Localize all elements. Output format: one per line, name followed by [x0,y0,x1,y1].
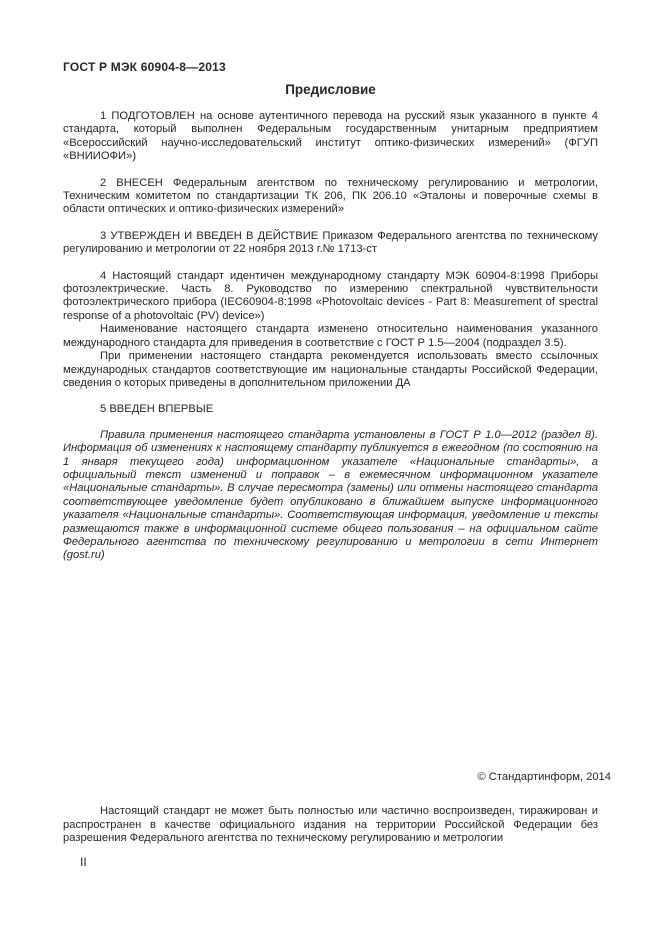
page-number: II [80,855,87,869]
reproduction-restriction: Настоящий стандарт не может быть полностью или частично воспроизведен, тиражирован и распространен в качестве официального издания на территории Российской Федерации без разрешения Федерального агентства по техническому регулированию и метрологии [63,805,598,844]
application-rules-note: Правила применения настоящего стандарта установлены в ГОСТ Р 1.0—2012 (раздел 8). Информация об изменениях к настоящему стандарту публикуется в ежегодном (по состоянию на 1 января текущего года) информационном указателе «Национальные стандарты», а официальный текст изменений и поправок – в ежемесячном информационном указателе «Национальные стандарты». В случае пересмотра (замены) или отмены настоящего стандарта соответствующее уведомление будет опубликовано в ближайшем выпуске информационного указателя «Национальные стандарты». Соответствующая информация, уведомление и тексты размещаются также в информационной системе общего пользования – на официальном сайте Федерального агентства по техническому регулированию и метрологии в сети Интернет (gost.ru) [63,428,598,562]
clause-1-prepared: 1 ПОДГОТОВЛЕН на основе аутентичного перевода на русский язык указанного в пункте 4 стандарта, который выполнен Федеральным государственным унитарным предприятием «Всероссийский научно-исследовательский институт оптико-физических измерений» (ФГУП «ВНИИОФИ») [63,110,598,163]
page-title: Предисловие [285,82,376,97]
standard-designation: ГОСТ Р МЭК 60904-8—2013 [63,60,226,74]
page-content [63,60,611,845]
clause-2-submitted: 2 ВНЕСЕН Федеральным агентством по техническому регулированию и метрологии, Техническим комитетом по стандартизации ТК 206, ПК 206.10 «Эталоны и поверочные схемы в области оптических и оптико-физических измерений» [63,176,598,216]
copyright-notice: © Стандартинформ, 2014 [477,770,611,783]
clause-3-approved: 3 УТВЕРЖДЕН И ВВЕДЕН В ДЕЙСТВИЕ Приказом Федерального агентства по техническому регулированию и метрологии от 22 ноября 2013 г.№ 1713-ст [63,229,598,256]
clause-5-first-edition: 5 ВВЕДЕН ВПЕРВЫЕ [100,403,214,416]
clause-4-name-change-note: Наименование настоящего стандарта изменено относительно наименования указанного международного стандарта для приведения в соответствие с ГОСТ Р 1.5—2004 (подраздел 3.5). [63,323,598,349]
clause-4-reference-note: При применении настоящего стандарта рекомендуется использовать вместо ссылочных международных стандартов соответствующие им национальные стандарты Российской Федерации, сведения о которых приведены в дополнительном приложении ДА [63,350,598,389]
clause-4-identical-standard: 4 Настоящий стандарт идентичен международному стандарту МЭК 60904-8:1998 Приборы фотоэлектрические. Часть 8. Руководство по измерению спектральной чувствительности фотоэлектрического прибора (IEC60904-8:1998 «Photovoltaic devices - Part 8: Measurement of spectral response of a photovoltaic (PV) device») [63,269,598,322]
